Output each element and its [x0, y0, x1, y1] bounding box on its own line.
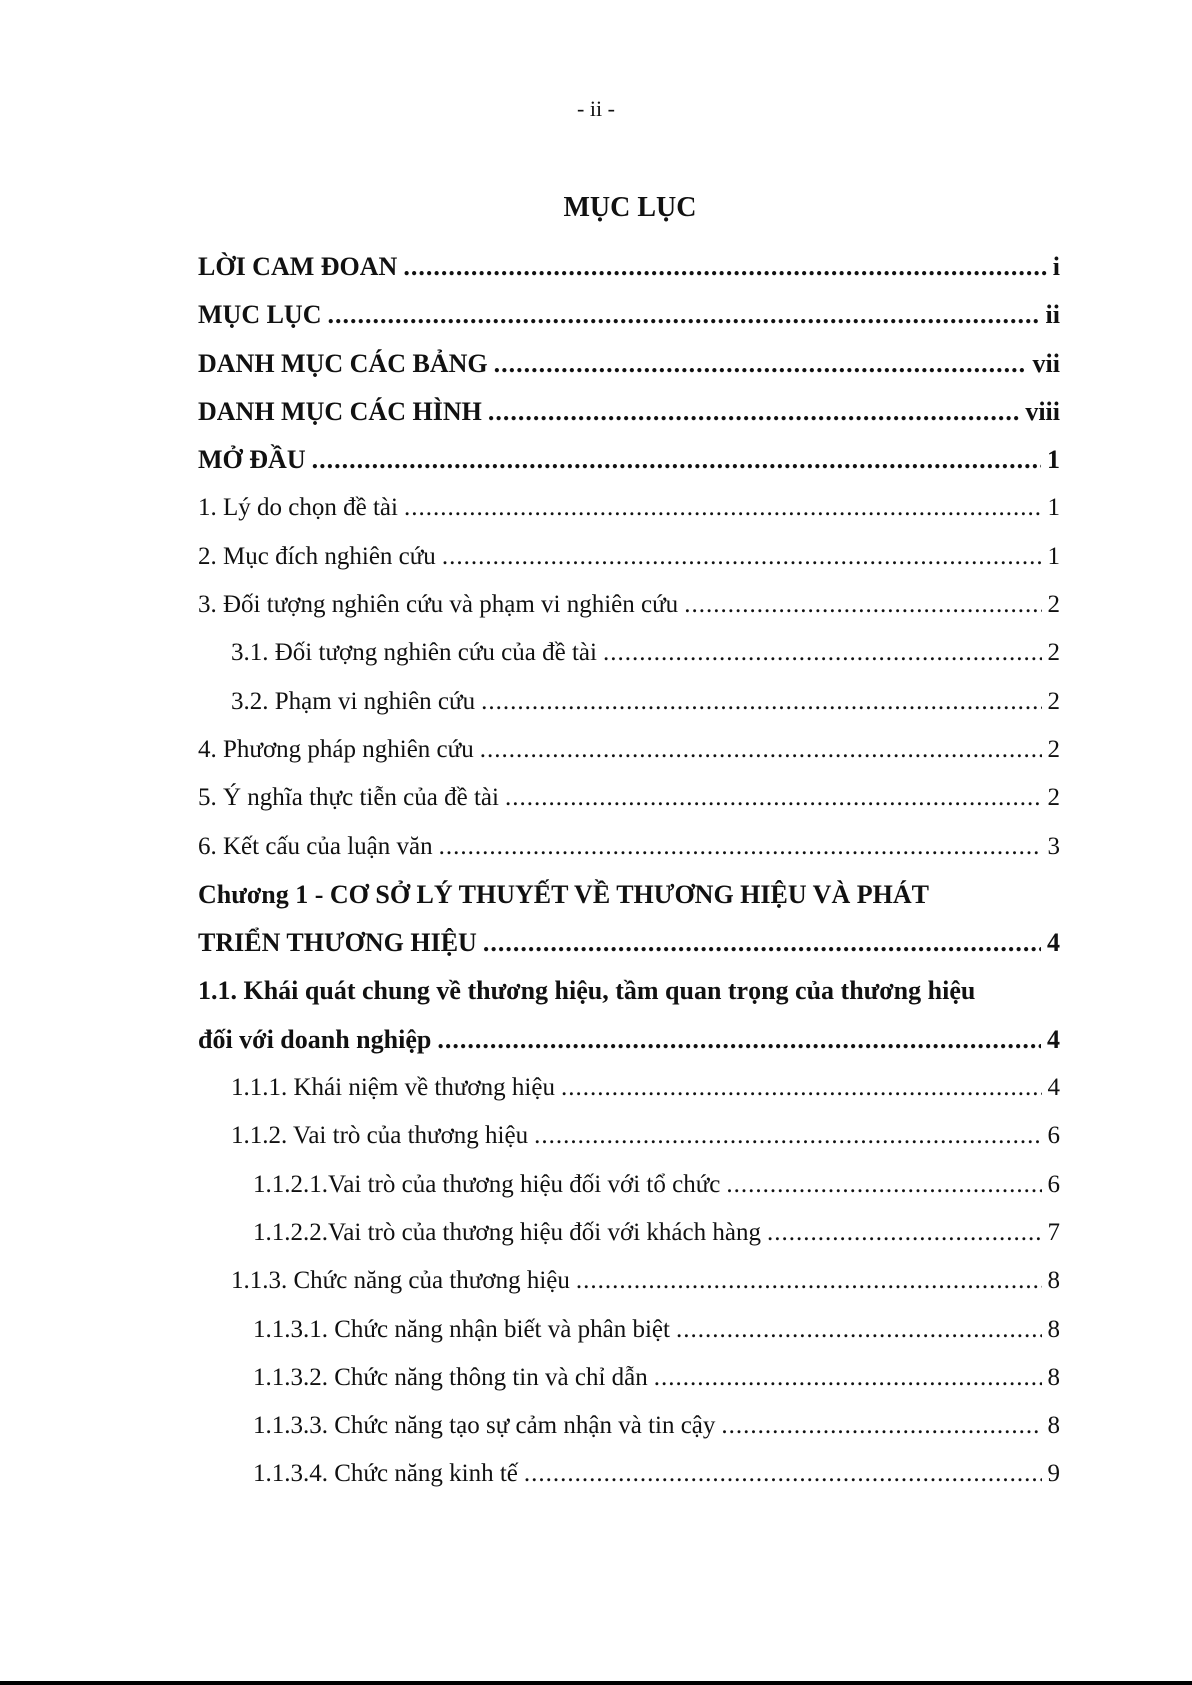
- section-1-1-title-line1[interactable]: 1.1. Khái quát chung về thương hiệu, tầm quan trọng của thương hiệu: [198, 976, 976, 1006]
- dot-leader: [684, 581, 1041, 629]
- dot-leader: [404, 484, 1042, 532]
- dot-leader: [767, 1209, 1042, 1257]
- toc-entry-page: 8: [1047, 1363, 1060, 1391]
- toc-entry-text: 3.1. Đối tượng nghiên cứu của đề tài: [231, 639, 597, 667]
- toc-title: MỤC LỤC: [563, 192, 697, 223]
- dot-leader: [437, 1016, 1041, 1064]
- toc-entry-page: 2: [1047, 591, 1060, 619]
- dot-leader: [403, 243, 1046, 291]
- toc-entry-y-nghia[interactable]: [198, 774, 1060, 822]
- dot-leader: [676, 1306, 1042, 1354]
- toc-entry-page: ii: [1045, 300, 1060, 330]
- toc-entry-1-1-3-1[interactable]: [198, 1306, 1060, 1354]
- dot-leader: [439, 823, 1042, 871]
- toc-entry-text: 6. Kết cấu của luận văn: [198, 832, 433, 860]
- dot-leader: [312, 436, 1041, 484]
- dot-leader: [488, 388, 1020, 436]
- toc-entry-page: 1: [1047, 542, 1060, 570]
- toc-entry-text: đối với doanh nghiệp: [198, 1024, 432, 1054]
- toc-entry-text: TRIỂN THƯƠNG HIỆU: [198, 928, 477, 958]
- toc-entry-danh-muc-bang[interactable]: [198, 340, 1060, 388]
- toc-entry-page: i: [1052, 252, 1060, 281]
- toc-entry-ket-cau[interactable]: [198, 823, 1060, 871]
- toc-entry-doi-tuong[interactable]: [198, 581, 1060, 629]
- toc-entry-mo-dau[interactable]: [198, 436, 1060, 484]
- toc-entry-1-1-1[interactable]: [198, 1064, 1060, 1112]
- toc-entry-page: 6: [1047, 1170, 1060, 1198]
- toc-entry-page: 2: [1047, 735, 1060, 763]
- toc-entry-section-1-1[interactable]: [198, 1016, 1060, 1064]
- dot-leader: [494, 340, 1027, 388]
- toc-entry-text: 2. Mục đích nghiên cứu: [198, 542, 436, 570]
- dot-leader: [603, 629, 1042, 677]
- toc-entry-page: vii: [1032, 348, 1060, 378]
- toc-entry-text: 1.1.3.3. Chức năng tạo sự cảm nhận và tin cậy: [253, 1412, 716, 1440]
- dot-leader: [505, 774, 1042, 822]
- toc-entry-3-1[interactable]: [198, 629, 1060, 677]
- toc-entry-text: 1.1.2.1.Vai trò của thương hiệu đối với tổ chức: [253, 1170, 721, 1198]
- toc-entry-text: LỜI CAM ĐOAN: [198, 252, 398, 281]
- dot-leader: [654, 1354, 1042, 1402]
- toc-entry-page: 1: [1047, 494, 1060, 522]
- toc-entry-page: viii: [1025, 396, 1060, 426]
- toc-entry-text: DANH MỤC CÁC BẢNG: [198, 348, 488, 378]
- toc-entry-text: MỞ ĐẦU: [198, 445, 306, 475]
- dot-leader: [442, 533, 1042, 581]
- toc-entry-page: 6: [1047, 1122, 1060, 1150]
- toc-entry-muc-luc[interactable]: [198, 291, 1060, 339]
- dot-leader: [561, 1064, 1042, 1112]
- dot-leader: [328, 291, 1040, 339]
- toc-entry-page: 2: [1047, 784, 1060, 812]
- toc-entry-loi-cam-doan[interactable]: [198, 243, 1060, 291]
- toc-entry-text: 1.1.3.4. Chức năng kinh tế: [253, 1460, 518, 1488]
- toc-entry-1-1-2-2[interactable]: [198, 1209, 1060, 1257]
- toc-entry-text: 5. Ý nghĩa thực tiễn của đề tài: [198, 784, 499, 812]
- toc-entry-1-1-3-2[interactable]: [198, 1354, 1060, 1402]
- toc-entry-ly-do[interactable]: [198, 484, 1060, 532]
- dot-leader: [726, 1161, 1041, 1209]
- toc-entry-chapter-1[interactable]: [198, 919, 1060, 967]
- table-of-contents: [198, 243, 1060, 1499]
- toc-entry-page: 4: [1047, 1074, 1060, 1102]
- toc-entry-page: 1: [1047, 445, 1060, 475]
- toc-entry-phuong-phap[interactable]: [198, 726, 1060, 774]
- toc-entry-text: 1.1.2. Vai trò của thương hiệu: [231, 1122, 529, 1150]
- toc-entry-text: MỤC LỤC: [198, 300, 322, 330]
- toc-entry-text: 1.1.3.1. Chức năng nhận biết và phân biệt: [253, 1315, 670, 1343]
- toc-entry-muc-dich[interactable]: [198, 533, 1060, 581]
- page-number: - ii -: [577, 96, 615, 121]
- bottom-rule: [0, 1681, 1192, 1685]
- toc-entry-text: 1.1.3.2. Chức năng thông tin và chỉ dẫn: [253, 1363, 648, 1391]
- toc-entry-text: 1.1.3. Chức năng của thương hiệu: [231, 1267, 570, 1295]
- dot-leader: [534, 1112, 1041, 1160]
- dot-leader: [480, 726, 1042, 774]
- toc-entry-1-1-3-3[interactable]: [198, 1402, 1060, 1450]
- toc-entry-page: 2: [1047, 639, 1060, 667]
- toc-entry-danh-muc-hinh[interactable]: [198, 388, 1060, 436]
- toc-entry-1-1-3-4[interactable]: [198, 1450, 1060, 1498]
- toc-entry-page: 2: [1047, 687, 1060, 715]
- toc-entry-page: 4: [1047, 928, 1060, 958]
- dot-leader: [721, 1402, 1041, 1450]
- toc-entry-text: 3. Đối tượng nghiên cứu và phạm vi nghiên cứu: [198, 591, 679, 619]
- toc-entry-text: 1.1.1. Khái niệm về thương hiệu: [231, 1074, 555, 1102]
- chapter-1-title-line1[interactable]: Chương 1 - CƠ SỞ LÝ THUYẾT VỀ THƯƠNG HIỆU VÀ PHÁT: [198, 879, 929, 909]
- toc-entry-1-1-3[interactable]: [198, 1257, 1060, 1305]
- toc-entry-page: 8: [1047, 1315, 1060, 1343]
- toc-entry-page: 3: [1047, 832, 1060, 860]
- toc-entry-text: 1.1.2.2.Vai trò của thương hiệu đối với khách hàng: [253, 1218, 761, 1246]
- toc-entry-text: 3.2. Phạm vi nghiên cứu: [231, 687, 476, 715]
- dot-leader: [483, 919, 1041, 967]
- toc-entry-page: 9: [1047, 1460, 1060, 1488]
- toc-entry-1-1-2[interactable]: [198, 1112, 1060, 1160]
- toc-entry-text: 4. Phương pháp nghiên cứu: [198, 735, 474, 763]
- toc-entry-page: 8: [1047, 1267, 1060, 1295]
- toc-entry-1-1-2-1[interactable]: [198, 1161, 1060, 1209]
- toc-entry-page: 8: [1047, 1412, 1060, 1440]
- dot-leader: [481, 678, 1041, 726]
- toc-entry-3-2[interactable]: [198, 678, 1060, 726]
- dot-leader: [524, 1450, 1042, 1498]
- toc-entry-page: 7: [1047, 1218, 1060, 1246]
- toc-entry-page: 4: [1047, 1024, 1060, 1054]
- toc-entry-text: DANH MỤC CÁC HÌNH: [198, 396, 482, 426]
- dot-leader: [576, 1257, 1042, 1305]
- toc-entry-text: 1. Lý do chọn đề tài: [198, 494, 398, 522]
